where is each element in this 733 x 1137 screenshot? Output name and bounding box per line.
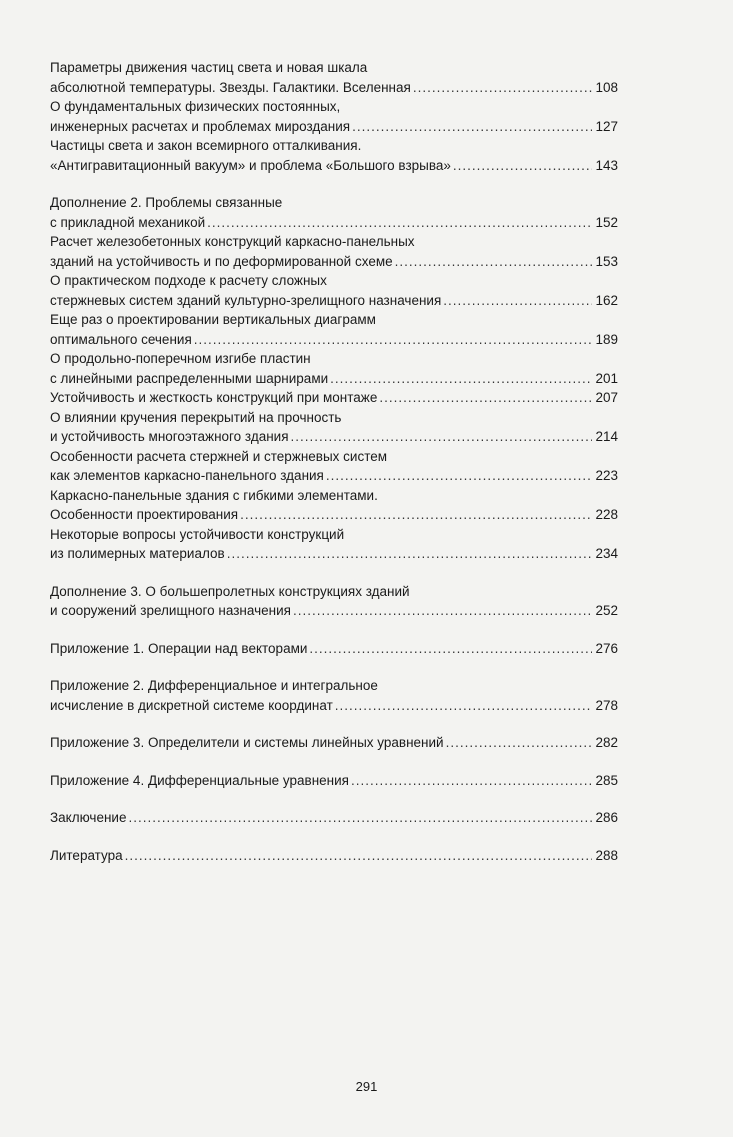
toc-entry-line: инженерных расчетах и проблемах мироздания [50,118,351,134]
dot-leader [207,213,592,233]
toc-entry-line: и устойчивость многоэтажного здания [50,429,289,444]
toc-entry-line: Некоторые вопросы устойчивости конструкций [50,526,345,542]
dot-leader [413,78,592,98]
toc-entry [50,771,618,791]
toc-entry-last-line [50,117,618,137]
toc-page-number: 143 [595,157,618,173]
dot-leader [227,544,592,564]
toc-entry-line: Особенности расчета стержней и стержневых систем [50,448,388,464]
dot-leader [446,733,592,753]
dot-leader [351,771,592,791]
toc-page-number: 228 [595,507,618,522]
toc-entry [50,525,618,564]
toc-page-number: 278 [595,697,618,713]
toc-gap [50,621,618,639]
dot-leader [443,291,592,311]
toc-entry-last-line [50,156,618,176]
toc-entry [50,349,618,388]
toc-entry-line: О фундаментальных физических постоянных, [50,99,341,114]
toc-entry-line: Особенности проектирования [50,507,239,522]
dot-leader [128,808,592,828]
toc-entry-last-line [50,601,618,621]
dot-leader [125,846,592,866]
toc-entry [50,136,618,175]
toc-page-number: 162 [595,292,618,308]
toc-page-number: 234 [595,546,618,561]
toc-entry [50,733,618,753]
toc-entry-line: оптимального сечения [50,331,192,347]
toc-entry-last-line [50,696,618,716]
toc-page-number: 288 [595,847,618,863]
toc-entry [50,639,618,659]
dot-leader [240,505,592,525]
toc-gap [50,753,618,771]
toc-page-number: 127 [595,118,618,134]
page-number: 291 [355,1079,378,1094]
toc-entry-line: исчисление в дискретной системе координат [50,697,333,713]
toc-entry-last-line [50,733,618,753]
toc-entry-line: абсолютной температуры. Звезды. Галактики. Вселенная [50,79,411,95]
toc-entry-last-line [50,771,618,791]
dot-leader [453,156,592,176]
toc-entry [50,193,618,232]
toc-page-number: 223 [595,468,618,483]
toc-entry-last-line [50,78,618,98]
toc-gap [50,564,618,582]
toc-page-number: 252 [595,603,618,618]
toc-entry-line: Устойчивость и жесткость конструкций при монтаже [50,390,378,405]
toc-entry [50,97,618,136]
toc-page-number: 152 [595,214,618,230]
toc-entry-line: О практическом подходе к расчету сложных [50,273,327,288]
toc-entry-line: Частицы света и закон всемирного отталкивания. [50,138,362,153]
toc-page-number: 286 [595,810,618,825]
toc-entry [50,58,618,97]
toc-entry-last-line [50,505,618,525]
toc-entry-line: Литература [50,847,123,863]
toc-entry-last-line [50,639,618,659]
dot-leader [335,696,592,716]
toc-entry [50,232,618,271]
table-of-contents [50,58,618,865]
toc-entry-line: Заключение [50,810,127,825]
toc-entry-last-line [50,369,618,389]
toc-gap [50,658,618,676]
dot-leader [291,427,592,447]
dot-leader [395,252,592,272]
toc-entry [50,310,618,349]
toc-page-number: 189 [595,331,618,347]
toc-entry-line: Каркасно-панельные здания с гибкими элементами. [50,487,378,503]
toc-entry [50,582,618,621]
dot-leader [309,639,592,659]
toc-entry-last-line [50,466,618,486]
toc-gap [50,790,618,808]
toc-entry-last-line [50,544,618,564]
toc-entry-line: стержневых систем зданий культурно-зрелищного назначения [50,292,442,308]
toc-entry-line: Дополнение 2. Проблемы связанные [50,195,283,210]
dot-leader [326,466,592,486]
toc-entry [50,676,618,715]
toc-entry-line: с линейными распределенными шарнирами [50,370,329,386]
toc-entry-line: Параметры движения частиц света и новая шкала [50,60,368,75]
toc-entry-last-line [50,291,618,311]
toc-entry [50,388,618,408]
toc-entry-line: О влиянии кручения перекрытий на прочность [50,409,342,425]
toc-page-number: 108 [595,79,618,95]
toc-entry-last-line [50,330,618,350]
dot-leader [352,117,592,137]
dot-leader [194,330,592,350]
toc-entry-line: Приложение 4. Дифференциальные уравнения [50,772,349,788]
toc-entry [50,271,618,310]
toc-entry-last-line [50,808,618,828]
toc-entry [50,486,618,525]
toc-gap [50,715,618,733]
toc-entry-line: с прикладной механикой [50,214,206,230]
toc-entry-line: Дополнение 3. О большепролетных конструкциях зданий [50,583,410,599]
toc-entry-last-line [50,427,618,447]
toc-entry-line: О продольно-поперечном изгибе пластин [50,351,311,366]
toc-entry-last-line [50,213,618,233]
toc-gap [50,828,618,846]
toc-entry [50,447,618,486]
toc-page-number: 207 [595,390,618,405]
toc-entry-last-line [50,388,618,408]
toc-page-number: 201 [595,370,618,386]
toc-page-number: 282 [595,735,618,750]
dot-leader [293,601,592,621]
toc-entry-line: из полимерных материалов [50,546,225,561]
toc-entry-line: «Антигравитационный вакуум» и проблема «Большого взрыва» [50,157,451,173]
toc-entry-line: Расчет железобетонных конструкций каркасно-панельных [50,234,415,249]
toc-page-number: 285 [595,772,618,788]
dot-leader [330,369,592,389]
toc-entry [50,808,618,828]
toc-page-number: 214 [595,429,618,444]
toc-entry [50,408,618,447]
toc-page-number: 153 [595,253,618,269]
toc-entry [50,846,618,866]
toc-entry-line: и сооружений зрелищного назначения [50,603,291,618]
toc-entry-last-line [50,846,618,866]
toc-page-number: 276 [595,640,618,656]
toc-entry-line: Приложение 3. Определители и системы линейных уравнений [50,735,444,750]
toc-entry-line: как элементов каркасно-панельного здания [50,468,324,483]
toc-gap [50,175,618,193]
toc-entry-line: Приложение 1. Операции над векторами [50,640,308,656]
toc-entry-line: Еще раз о проектировании вертикальных диаграмм [50,312,376,327]
toc-entry-line: зданий на устойчивость и по деформированной схеме [50,253,393,269]
dot-leader [379,388,592,408]
toc-entry-last-line [50,252,618,272]
toc-entry-line: Приложение 2. Дифференциальное и интегральное [50,678,378,693]
